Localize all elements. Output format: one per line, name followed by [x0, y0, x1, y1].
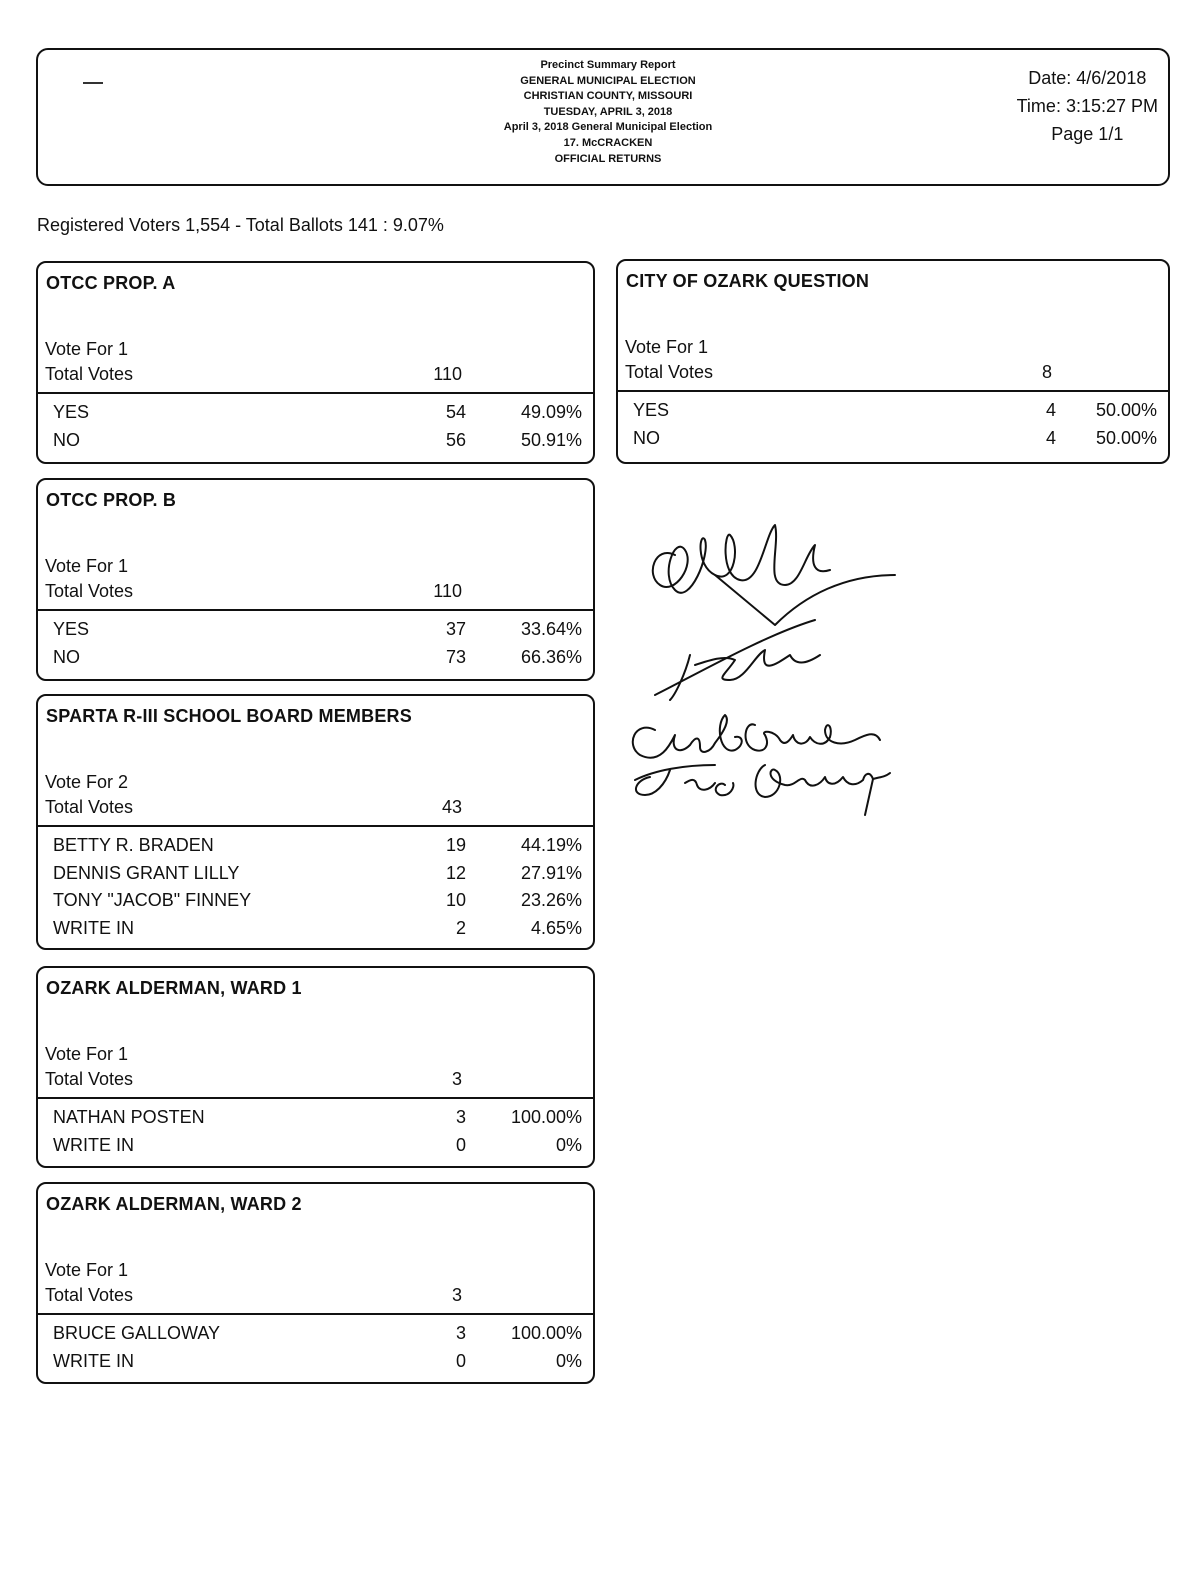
result-row — [38, 835, 593, 862]
official-signatures — [615, 515, 905, 825]
result-row — [38, 619, 593, 646]
total-votes-value: 43 — [441, 797, 462, 817]
choice-percent: 49.09% — [520, 402, 582, 422]
choice-votes: 3 — [455, 1323, 466, 1343]
report-date: Date: 4/6/2018 — [1028, 68, 1147, 88]
choice-votes: 19 — [445, 835, 466, 855]
vote-for-label: Vote For 2 — [45, 772, 129, 792]
race-box — [36, 966, 595, 1168]
race-box — [36, 478, 595, 681]
total-votes-label: Total Votes — [45, 364, 134, 384]
choice-votes: 0 — [455, 1350, 466, 1371]
choice-votes: 10 — [445, 890, 466, 910]
turnout-summary: Registered Voters 1,554 - Total Ballots 141 : 9.07% — [37, 215, 444, 235]
choice-percent: 100.00% — [510, 1107, 582, 1127]
choice-votes: 4 — [1045, 427, 1056, 448]
total-votes-label: Total Votes — [45, 581, 134, 601]
vote-for-label: Vote For 1 — [625, 337, 709, 357]
total-votes-value: 110 — [433, 364, 462, 384]
race-divider — [38, 392, 593, 394]
result-row — [38, 1323, 593, 1350]
race-title: OTCC PROP. A — [46, 273, 176, 293]
choice-votes: 54 — [445, 402, 466, 422]
race-box — [36, 694, 595, 950]
report-meta — [1017, 64, 1158, 148]
race-box — [36, 261, 595, 464]
race-box — [36, 1182, 595, 1384]
vote-for-label: Vote For 1 — [45, 1044, 129, 1064]
choice-name: WRITE IN — [53, 917, 134, 938]
race-divider — [38, 1313, 593, 1315]
choice-percent: 33.64% — [520, 619, 582, 639]
choice-votes: 4 — [1045, 400, 1056, 420]
report-title: Precinct Summary Report — [540, 59, 676, 71]
total-votes-value: 3 — [451, 1285, 462, 1305]
choice-percent: 100.00% — [510, 1323, 582, 1343]
report-header — [36, 48, 1170, 186]
choice-percent: 50.00% — [1095, 427, 1157, 448]
report-title-block — [338, 58, 878, 167]
total-votes-label: Total Votes — [625, 362, 714, 382]
choice-percent: 0% — [555, 1134, 582, 1155]
result-row — [618, 400, 1168, 427]
result-row — [38, 1351, 593, 1378]
total-votes-value: 8 — [1041, 362, 1052, 382]
county-name: CHRISTIAN COUNTY, MISSOURI — [523, 90, 693, 103]
choice-percent: 66.36% — [520, 646, 582, 667]
race-divider — [38, 825, 593, 827]
choice-percent: 50.91% — [520, 429, 582, 450]
choice-name: NO — [633, 427, 660, 448]
choice-name: YES — [633, 400, 670, 420]
total-votes-label: Total Votes — [45, 797, 134, 817]
choice-percent: 0% — [555, 1350, 582, 1371]
choice-name: YES — [53, 619, 90, 639]
choice-name: NATHAN POSTEN — [53, 1107, 205, 1127]
choice-name: YES — [53, 402, 90, 422]
result-row — [38, 918, 593, 945]
race-title: CITY OF OZARK QUESTION — [626, 271, 870, 291]
result-row — [38, 402, 593, 429]
choice-votes: 0 — [455, 1134, 466, 1155]
race-box — [616, 259, 1170, 464]
choice-votes: 73 — [445, 646, 466, 667]
election-date: TUESDAY, APRIL 3, 2018 — [543, 105, 673, 118]
race-divider — [38, 1097, 593, 1099]
choice-votes: 2 — [455, 917, 466, 938]
choice-name: NO — [53, 646, 80, 667]
result-row — [38, 430, 593, 457]
race-title: OTCC PROP. B — [46, 490, 177, 510]
vote-for-label: Vote For 1 — [45, 556, 129, 576]
race-divider — [38, 609, 593, 611]
choice-percent: 23.26% — [520, 890, 582, 910]
race-title: OZARK ALDERMAN, WARD 1 — [46, 978, 302, 998]
choice-percent: 44.19% — [520, 835, 582, 855]
precinct-name: 17. McCRACKEN — [563, 136, 653, 149]
result-row — [38, 863, 593, 890]
choice-votes: 37 — [445, 619, 466, 639]
choice-name: BETTY R. BRADEN — [53, 835, 214, 855]
race-title: SPARTA R-III SCHOOL BOARD MEMBERS — [46, 706, 412, 726]
result-row — [38, 1135, 593, 1162]
signatures-image — [615, 515, 905, 825]
election-name: GENERAL MUNICIPAL ELECTION — [520, 74, 696, 87]
choice-percent: 27.91% — [520, 862, 582, 883]
choice-name: NO — [53, 429, 80, 450]
report-time: Time: 3:15:27 PM — [1016, 96, 1158, 116]
stray-mark — [83, 82, 103, 84]
choice-votes: 56 — [445, 429, 466, 450]
choice-name: DENNIS GRANT LILLY — [53, 862, 240, 883]
result-row — [38, 890, 593, 917]
result-row — [38, 647, 593, 674]
total-votes-label: Total Votes — [45, 1069, 134, 1089]
race-divider — [618, 390, 1168, 392]
total-votes-value: 110 — [433, 581, 462, 601]
choice-percent: 4.65% — [530, 917, 582, 938]
choice-votes: 12 — [445, 862, 466, 883]
choice-name: BRUCE GALLOWAY — [53, 1323, 221, 1343]
vote-for-label: Vote For 1 — [45, 339, 129, 359]
choice-name: WRITE IN — [53, 1350, 134, 1371]
returns-status: OFFICIAL RETURNS — [554, 152, 662, 165]
race-title: OZARK ALDERMAN, WARD 2 — [46, 1194, 302, 1214]
vote-for-label: Vote For 1 — [45, 1260, 129, 1280]
choice-votes: 3 — [455, 1107, 466, 1127]
result-row — [618, 428, 1168, 455]
page-number: Page 1/1 — [1051, 124, 1124, 144]
total-votes-value: 3 — [451, 1069, 462, 1089]
result-row — [38, 1107, 593, 1134]
choice-name: WRITE IN — [53, 1134, 134, 1155]
choice-name: TONY "JACOB" FINNEY — [53, 890, 252, 910]
total-votes-label: Total Votes — [45, 1285, 134, 1305]
election-full-name: April 3, 2018 General Municipal Election — [503, 121, 713, 134]
choice-percent: 50.00% — [1095, 400, 1157, 420]
